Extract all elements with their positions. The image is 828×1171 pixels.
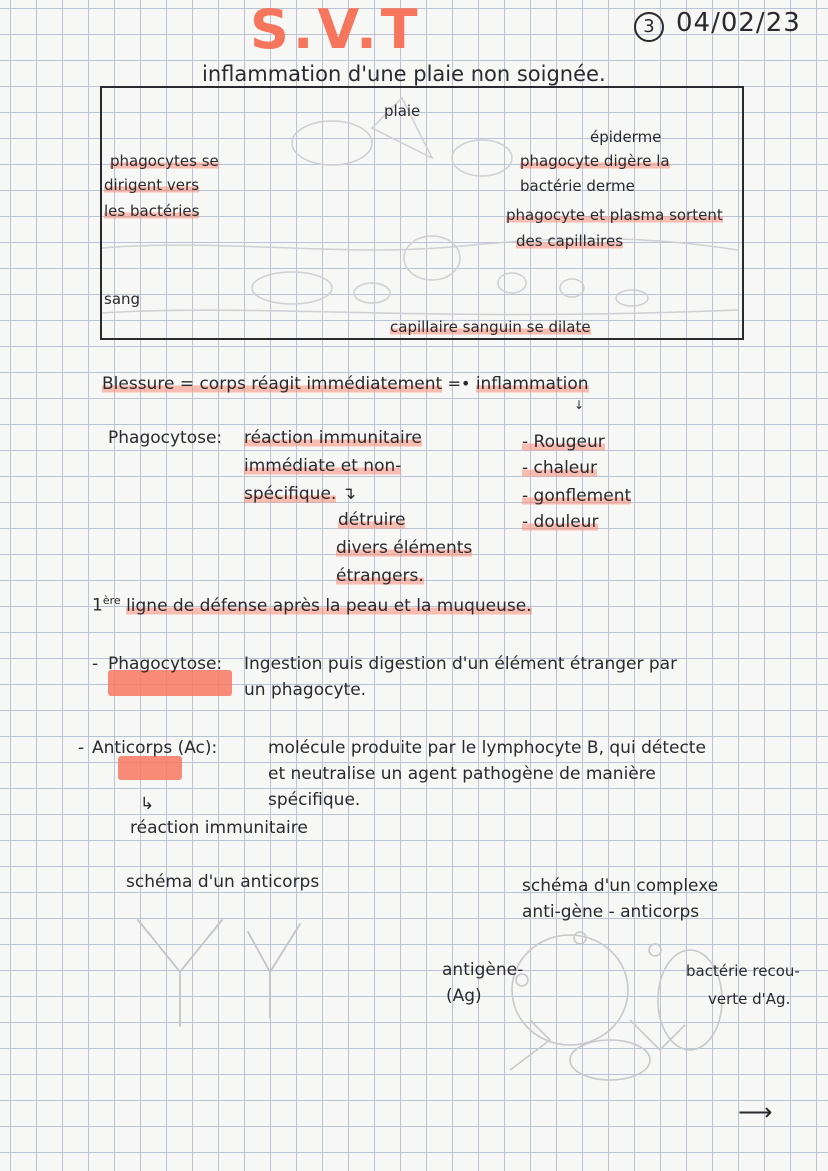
phagocytosis-item-line-2: un phagocyte. xyxy=(244,680,367,700)
label-capillary-dilates: capillaire sanguin se dilate xyxy=(390,318,591,336)
phagocytosis-bullet: - xyxy=(92,654,99,674)
phagocytosis-item-line-1: Ingestion puis digestion d'un élément étranger par xyxy=(244,654,678,674)
symptom-item: - douleur xyxy=(522,512,599,532)
tissue-line xyxy=(102,239,738,250)
arrow-symbol: =• xyxy=(447,374,471,393)
first-line-defense: 1ère ligne de défense après la peau et la muqueuse. xyxy=(92,594,532,616)
capillary-wall xyxy=(102,310,738,315)
highlight-block xyxy=(118,756,182,780)
antibody-term: Anticorps (Ac): xyxy=(92,738,218,758)
label-capillaries: des capillaires xyxy=(516,232,624,250)
capillary-cell xyxy=(354,283,390,303)
destroy-line-3: étrangers. xyxy=(336,566,424,586)
label-wound: plaie xyxy=(384,102,421,120)
antigen-dot xyxy=(574,932,586,944)
antibody-arms xyxy=(248,924,300,972)
phagocytosis-item-term: Phagocytose: xyxy=(108,654,223,674)
capillary-cell xyxy=(252,272,332,304)
injury-definition: Blessure = corps réagit immédiatement =• inflammation xyxy=(102,374,589,394)
phagocytosis-term: Phagocytose: xyxy=(108,428,223,448)
capillary-cell xyxy=(498,273,526,293)
symptom-item: - chaleur xyxy=(522,458,598,478)
down-arrow-icon: ↓ xyxy=(574,398,585,412)
antibody-bullet: - xyxy=(78,738,85,758)
antibody-sketch-small xyxy=(510,1020,550,1070)
antigen-label-1: antigène- xyxy=(442,960,524,980)
complex-sketch-title-1: schéma d'un complexe xyxy=(522,876,719,896)
destroy-line-1: détruire xyxy=(338,510,406,530)
antibody-arms xyxy=(138,920,222,972)
label-phagocytes-move-2: dirigent vers xyxy=(104,176,200,194)
page-title: S.V.T xyxy=(250,0,422,61)
phagocytosis-def-line-2: immédiate et non- xyxy=(244,456,402,476)
phagocyte-sketch xyxy=(404,236,460,280)
antibody-sketch xyxy=(130,912,330,1032)
label-phagocyte-digests: phagocyte digère la xyxy=(520,152,670,170)
diagram-title: inflammation d'une plaie non soignée. xyxy=(202,62,606,86)
label-phagocytes-move-1: phagocytes se xyxy=(110,152,219,170)
bacteria-label-1: bactérie recou- xyxy=(686,962,800,980)
symptom-item: - gonflement xyxy=(522,486,632,506)
antigen-label-2: (Ag) xyxy=(446,986,482,1006)
antibody-line-3: spécifique. xyxy=(268,790,361,810)
bacteria-sketch xyxy=(570,1040,650,1080)
label-phagocyte-plasma: phagocyte et plasma sortent xyxy=(506,206,723,224)
destroy-line-2: divers éléments xyxy=(336,538,473,558)
page-number-badge: 3 xyxy=(634,12,664,42)
bacteria-sketch xyxy=(512,935,628,1045)
curved-arrow-icon: ↴ xyxy=(341,484,356,504)
next-page-arrow-icon: ⟶ xyxy=(738,1098,773,1126)
antibody-line-1: molécule produite par le lymphocyte B, qui détecte xyxy=(268,738,706,758)
page-date: 04/02/23 xyxy=(676,8,801,38)
capillary-cell xyxy=(616,290,648,306)
immune-reaction-note: réaction immunitaire xyxy=(130,818,308,838)
bacteria-label-2: verte d'Ag. xyxy=(708,990,791,1008)
label-phagocytes-move-3: les bactéries xyxy=(104,202,200,220)
symptom-item: - Rougeur xyxy=(522,432,605,452)
label-blood: sang xyxy=(104,290,141,308)
antigen-antibody-complex-sketch xyxy=(490,920,730,1110)
phagocytosis-def-line-3: spécifique. ↴ xyxy=(244,484,356,504)
return-arrow-icon: ↳ xyxy=(140,794,155,814)
antibody-sketch-title: schéma d'un anticorps xyxy=(126,872,320,892)
complex-sketch-title-2: anti-gène - anticorps xyxy=(522,902,700,922)
phagocytosis-def-line-1: réaction immunitaire xyxy=(244,428,422,448)
label-epidermis: épiderme xyxy=(590,128,662,146)
label-bacteria-dermis: bactérie derme xyxy=(520,177,635,195)
capillary-cell xyxy=(560,279,584,297)
cell-sketch xyxy=(452,140,512,176)
antigen-dot xyxy=(649,944,661,956)
cell-sketch xyxy=(292,121,372,165)
antibody-line-2: et neutralise un agent pathogène de manière xyxy=(268,764,656,784)
